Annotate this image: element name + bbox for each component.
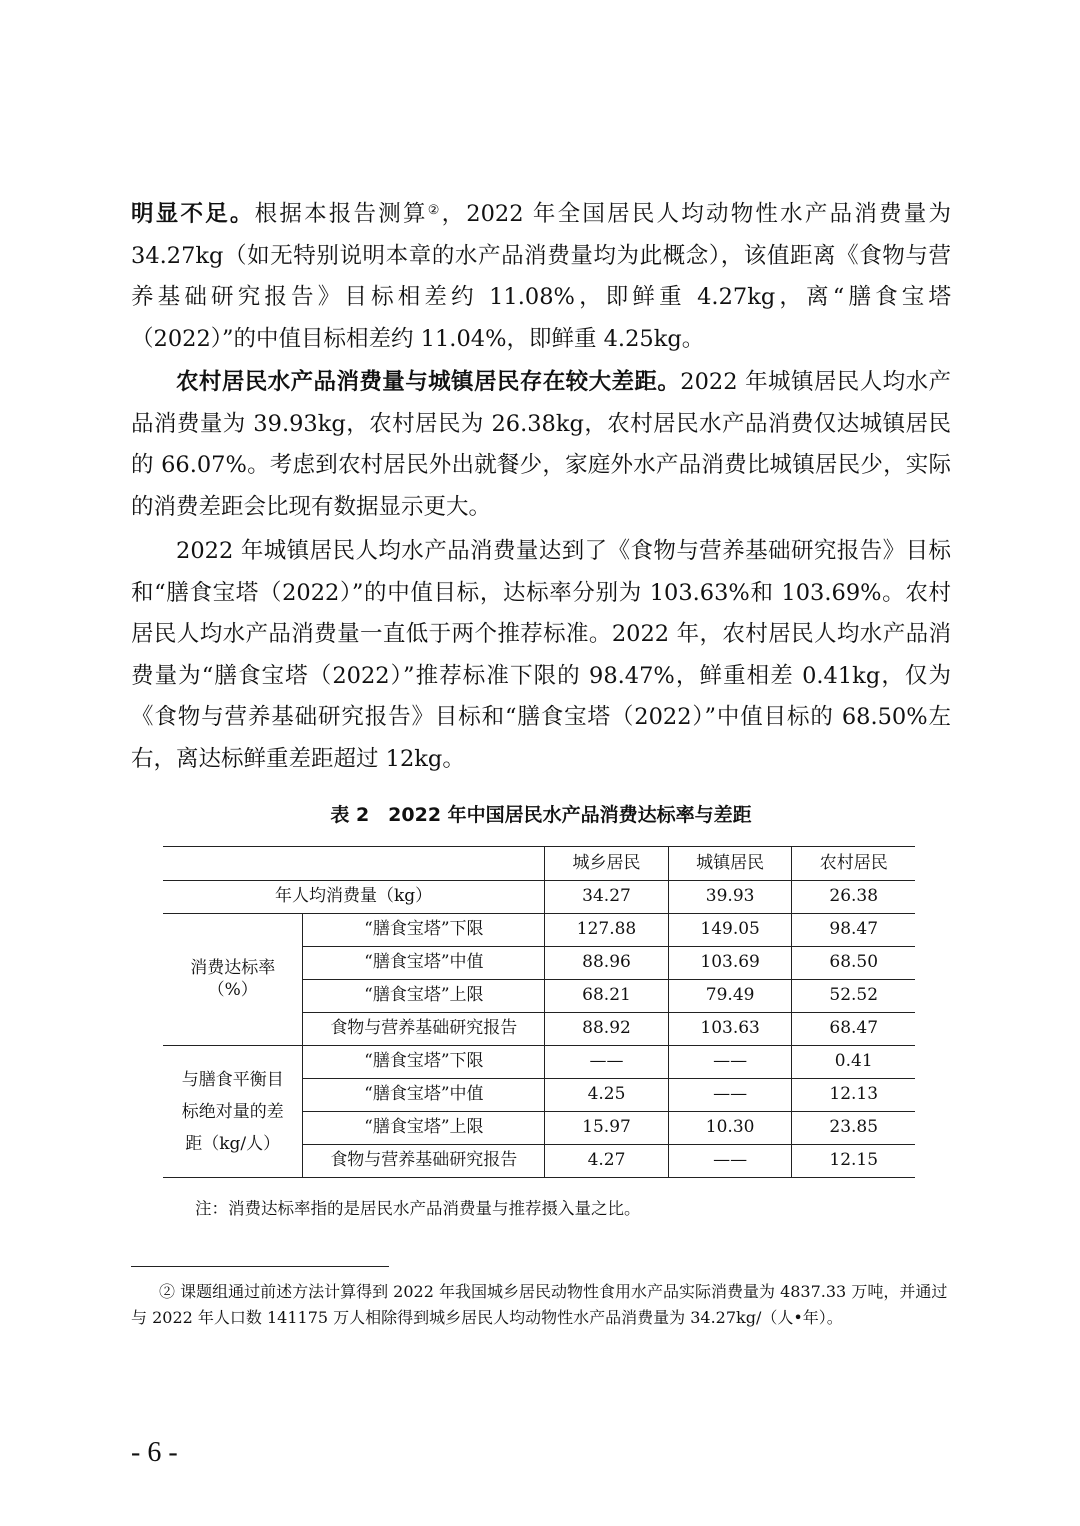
- group-label-gap: [163, 1046, 303, 1178]
- table-cell: ——: [668, 1079, 792, 1112]
- table-cell: 4.27: [545, 1145, 669, 1178]
- table-cell: ——: [668, 1145, 792, 1178]
- table-header-blank: [163, 847, 545, 881]
- row-label: “膳食宝塔”上限: [303, 1112, 545, 1145]
- footnote-divider: [131, 1266, 389, 1267]
- table-header-cell: 城乡居民: [545, 847, 669, 881]
- paragraph-1-bold: 明显不足。: [131, 201, 255, 227]
- row-label: “膳食宝塔”上限: [303, 980, 545, 1013]
- table-cell: ——: [668, 1046, 792, 1079]
- table-cell: 39.93: [668, 881, 792, 914]
- table-cell: 12.13: [792, 1079, 915, 1112]
- paragraph-1-text-b: ，2022 年全国居民人均动物性水产品消费量为 34.27kg（如无特别说明本章的水产品消费量均为此概念），该值距离《食物与营养基础研究报告》目标相差约 11.08%，即鲜重 4.27kg，离“膳食宝塔（2022）”的中值目标相差约 11.04%，即鲜重 4.25kg。: [131, 201, 951, 352]
- table-cell: 23.85: [792, 1112, 915, 1145]
- table-cell: 52.52: [792, 980, 915, 1013]
- table-cell: 149.05: [668, 914, 792, 947]
- table-cell: 34.27: [545, 881, 669, 914]
- group-label-line: 距（kg/人）: [185, 1133, 281, 1154]
- row-label: 食物与营养基础研究报告: [303, 1013, 545, 1046]
- row-label: “膳食宝塔”中值: [303, 1079, 545, 1112]
- table-cell: 88.92: [545, 1013, 669, 1046]
- paragraph-1-text-a: 根据本报告测算: [254, 201, 428, 227]
- paragraph-2: [131, 362, 951, 528]
- table-cell: 79.49: [668, 980, 792, 1013]
- table-cell: 103.69: [668, 947, 792, 980]
- row-label: “膳食宝塔”下限: [303, 914, 545, 947]
- group-label-line: 与膳食平衡目: [181, 1069, 284, 1090]
- paragraph-2-bold: 农村居民水产品消费量与城镇居民存在较大差距。: [176, 369, 681, 395]
- table-cell: ——: [545, 1046, 669, 1079]
- table-cell: 26.38: [792, 881, 915, 914]
- row-label: “膳食宝塔”下限: [303, 1046, 545, 1079]
- table-header-cell: 城镇居民: [668, 847, 792, 881]
- table-cell: 127.88: [545, 914, 669, 947]
- row-label: 年人均消费量（kg）: [163, 881, 545, 914]
- table-caption: 表 2 2022 年中国居民水产品消费达标率与差距: [330, 804, 752, 826]
- group-label-rate: [163, 914, 303, 1046]
- table-cell: 103.63: [668, 1013, 792, 1046]
- table-header-cell: 农村居民: [792, 847, 915, 881]
- table-cell: 15.97: [545, 1112, 669, 1145]
- paragraph-2-text: 2022 年城镇居民人均水产品消费量为 39.93kg，农村居民为 26.38kg，农村居民水产品消费仅达城镇居民的 66.07%。考虑到农村居民外出就餐少，家庭外水产品消费比城镇居民少，实际的消费差距会比现有数据显示更大。: [131, 369, 951, 520]
- table-cell: 88.96: [545, 947, 669, 980]
- table-header-row: [163, 847, 915, 881]
- table-cell: 98.47: [792, 914, 915, 947]
- table-cell: 68.50: [792, 947, 915, 980]
- data-table: [163, 846, 915, 1178]
- page-number: - 6 -: [131, 1437, 178, 1468]
- paragraph-3: 2022 年城镇居民人均水产品消费量达到了《食物与营养基础研究报告》目标和“膳食宝塔（2022）”的中值目标，达标率分别为 103.63%和 103.69%。农村居民人均水产品消费量一直低于两个推荐标准。2022 年，农村居民人均水产品消费量为“膳食宝塔（2022）”推荐标准下限的 98.47%，鲜重相差 0.41kg，仅为《食物与营养基础研究报告》目标和“膳食宝塔（2022）”中值目标的 68.50%左右，离达标鲜重差距超过 12kg。: [131, 538, 951, 772]
- row-label: 食物与营养基础研究报告: [303, 1145, 545, 1178]
- table-cell: 68.21: [545, 980, 669, 1013]
- footnote-ref[interactable]: ②: [427, 203, 442, 218]
- table-row: [163, 914, 915, 947]
- table-row: [163, 881, 915, 914]
- table-cell: 12.15: [792, 1145, 915, 1178]
- group-label-line: （%）: [207, 979, 258, 1000]
- footnote: ② 课题组通过前述方法计算得到 2022 年我国城乡居民动物性食用水产品实际消费量为 4837.33 万吨，并通过与 2022 年人口数 141175 万人相除得到城乡居民人均动物性水产品消费量为 34.27kg/（人•年）。: [131, 1282, 948, 1327]
- group-label-line: 消费达标率: [190, 958, 276, 979]
- table-note: 注：消费达标率指的是居民水产品消费量与推荐摄入量之比。: [195, 1199, 641, 1218]
- table-row: [163, 1046, 915, 1079]
- table-cell: 4.25: [545, 1079, 669, 1112]
- table-cell: 10.30: [668, 1112, 792, 1145]
- paragraph-1: [131, 194, 951, 360]
- table-cell: 68.47: [792, 1013, 915, 1046]
- table-cell: 0.41: [792, 1046, 915, 1079]
- row-label: “膳食宝塔”中值: [303, 947, 545, 980]
- group-label-line: 标绝对量的差: [181, 1101, 284, 1122]
